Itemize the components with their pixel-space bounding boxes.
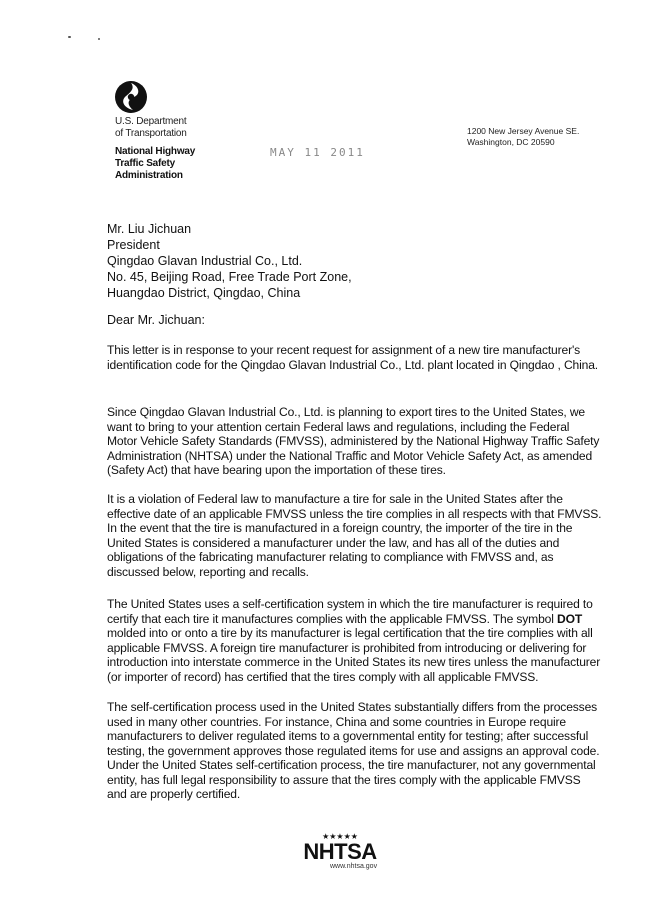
nhtsa-url: www.nhtsa.gov	[330, 863, 378, 870]
department-line: of Transportation	[115, 128, 187, 139]
nhtsa-footer-logo	[300, 832, 380, 871]
scan-speck	[98, 38, 100, 40]
recipient-title: President	[107, 238, 160, 252]
paragraph-text: The United States uses a self-certification system in which the tire manufacturer is required to certify that each tire it manufactures complies with the applicable FMVSS. The symbol	[107, 597, 593, 626]
body-paragraph-2: Since Qingdao Glavan Industrial Co., Ltd. is planning to export tires to the United States, we want to bring to your attention certain Federal laws and regulations, including the Federal Motor Vehicle Safety Standards (FMVSS), administered by the National Highway Traffic Safety Administration (NHTSA) under the National Traffic and Motor Vehicle Safety Act, as amended (Safety Act) that have bearing upon the importation of these tires.	[107, 405, 600, 477]
dot-logo-icon	[114, 80, 148, 114]
nhtsa-brand: NHTSA	[303, 839, 377, 864]
recipient-block	[107, 221, 352, 301]
address-line: 1200 New Jersey Avenue SE.	[467, 126, 580, 136]
recipient-street: No. 45, Beijing Road, Free Trade Port Zone,	[107, 270, 352, 284]
agency-name	[115, 146, 195, 182]
salutation: Dear Mr. Jichuan:	[107, 313, 205, 327]
agency-address	[467, 126, 579, 148]
recipient-city: Huangdao District, Qingdao, China	[107, 286, 301, 300]
stars-icon: ★★★★★	[322, 832, 358, 841]
body-paragraph-1: This letter is in response to your recent request for assignment of a new tire manufacturer's identification code for the Qingdao Glavan Industrial Co., Ltd. plant located in Qingdao , China.	[107, 343, 599, 372]
agency-line: Traffic Safety	[115, 158, 176, 169]
agency-line: National Highway	[115, 146, 196, 157]
body-paragraph-5: The self-certification process used in the United States substantially differs from the processes used in many other countries. For instance, China and some countries in Europe require manufacturers to deliver regulated items to a governmental entity for testing; after successful testing, the government approves those regulated items for use and assigns an approval code. Under the United States self-certification process, the tire manufacturer, not any governmental entity, has full legal responsibility to assure that the tires comply with the applicable FMVSS and are properly certified.	[107, 700, 600, 801]
address-line: Washington, DC 20590	[467, 137, 555, 147]
body-paragraph-3: It is a violation of Federal law to manufacture a tire for sale in the United States after the effective date of an applicable FMVSS unless the tire complies in all respects with that FMVSS. In the event that the tire is manufactured in a foreign country, the importer of the tire in the United States is considered a manufacturer under the law, and has all of the duties and obligations of the fabricating manufacturer relating to compliance with FMVSS and, as discussed below, reporting and recalls.	[107, 492, 602, 579]
body-paragraph-4	[107, 597, 602, 684]
scan-speck	[68, 36, 71, 38]
date-stamp: MAY 11 2011	[270, 146, 365, 159]
recipient-company: Qingdao Glavan Industrial Co., Ltd.	[107, 254, 303, 268]
department-line: U.S. Department	[115, 116, 187, 127]
recipient-name: Mr. Liu Jichuan	[107, 222, 192, 236]
department-name	[115, 116, 187, 140]
agency-line: Administration	[115, 170, 183, 181]
paragraph-text: molded into or onto a tire by its manufacturer is legal certification that the tire complies with all applicable FMVSS. A foreign tire manufacturer is prohibited from introducing or delivering for introduction into interstate commerce in the United States its new tires unless the manufacturer (or importer of record) has certified that the tires comply with all applicable FMVSS.	[107, 626, 601, 684]
dot-symbol-text: DOT	[557, 611, 583, 626]
